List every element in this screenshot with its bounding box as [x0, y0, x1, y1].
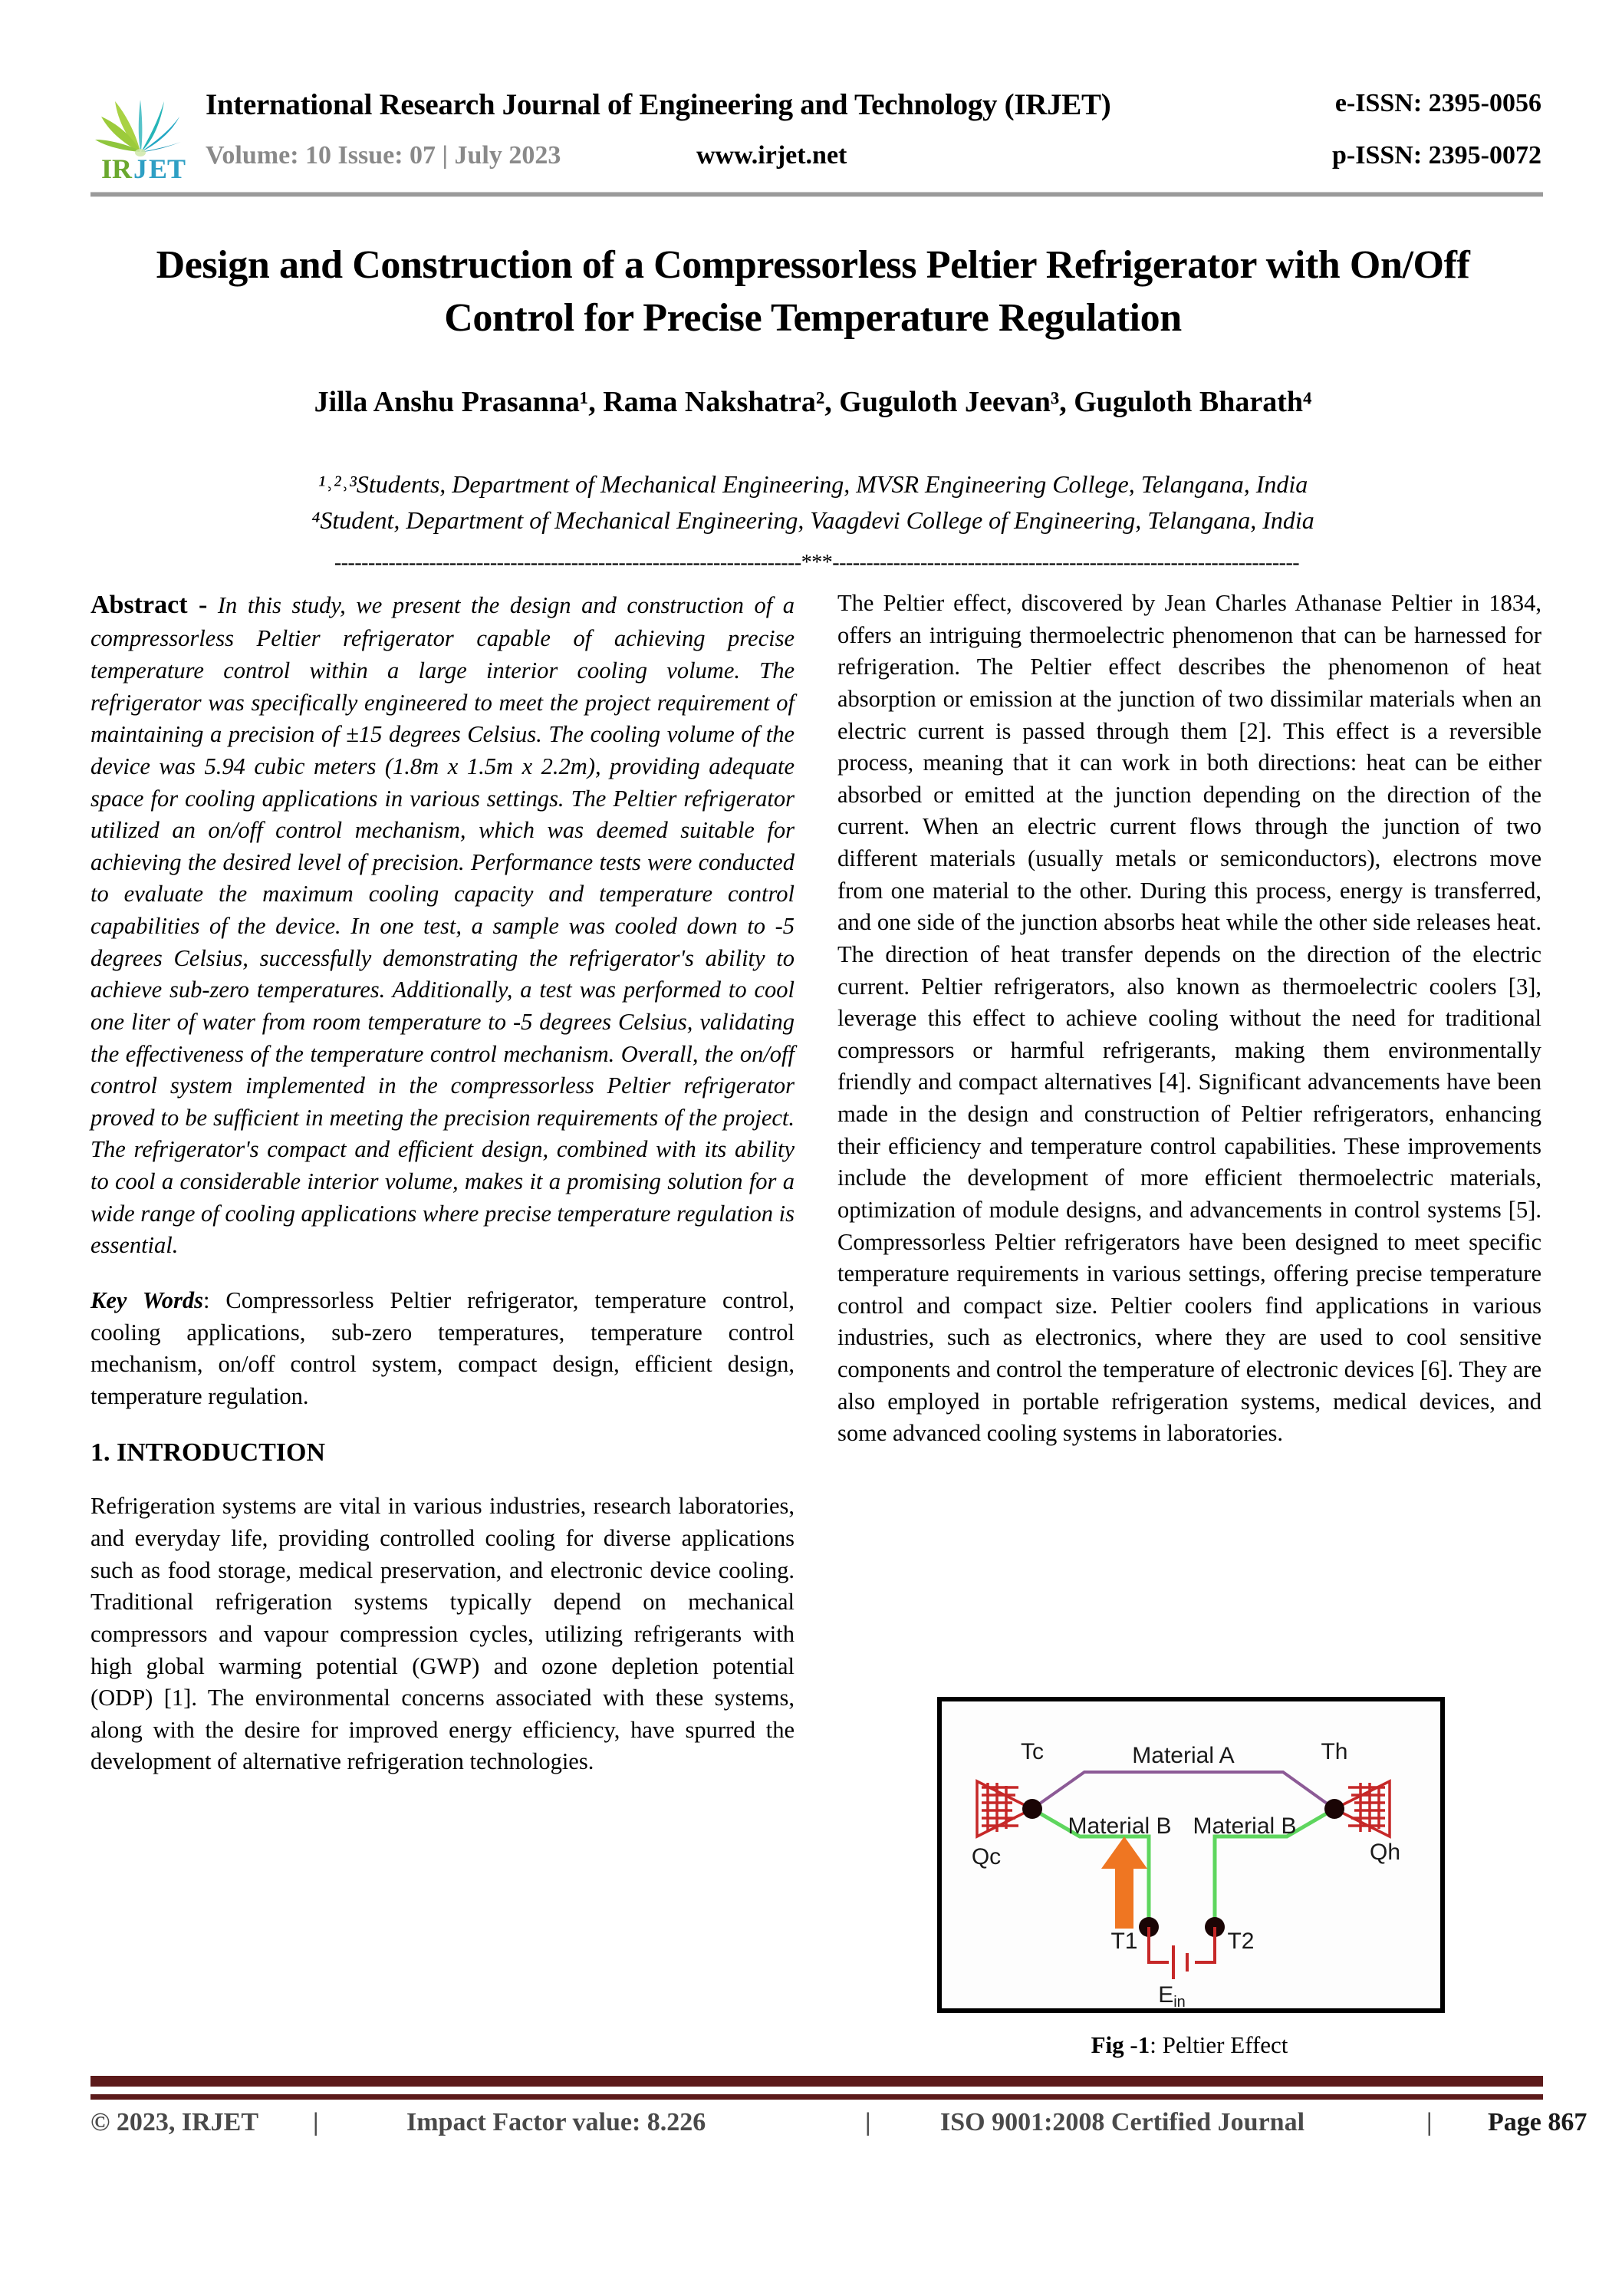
peltier-effect-paragraph: The Peltier effect, discovered by Jean Charles Athanase Peltier in 1834, offers an intriguing thermoelectric phenomenon that can be harnessed for refrigeration. The Peltier effect describes the phenomenon of heat absorption or emission at the junction of two dissimilar materials when an electric current is passed through them [2]. This effect is a reversible process, meaning that it can work in both directions: heat can be either absorbed or emitted at the junction depending on the direction of the current. When an electric current flows through the junction of two different materials (usually metals or semiconductors), electrons move from one material to the other. During this process, energy is transferred, and one side of the junction absorbs heat while the other side releases heat. The direction of heat transfer depends on the direction of the electric current. Peltier refrigerators, also known as thermoelectric coolers [3], leverage this effect to achieve cooling without the need for traditional compressors or harmful refrigerants, making them environmentally friendly and compact alternatives [4]. Significant advancements have been made in the design and construction of Peltier refrigerators, enhancing their efficiency and temperature control capabilities. These improvements include the development of more efficient thermoelectric materials, optimization of module designs, and advancements in control systems [5]. Compressorless Peltier refrigerators have been designed to meet specific temperature requirements in various settings, offering precise temperature control and compact size. Peltier coolers find applications in various industries, such as electronics, where they are used to cool sensitive components and control the temperature of electronic devices [6]. They are also employed in portable refrigeration systems, medical devices, and some advanced cooling systems in laboratories.	[837, 590, 1541, 1447]
abstract-label: Abstract -	[90, 591, 208, 619]
volume-issue-date: Volume: 10 Issue: 07 | July 2023	[206, 141, 561, 170]
svg-text:E: E	[149, 153, 168, 184]
keywords-label: Key Words	[90, 1286, 203, 1313]
header-row-secondary	[206, 141, 1541, 181]
svg-text:R: R	[112, 153, 132, 184]
page-footer	[90, 2108, 1587, 2154]
affiliation-item: ¹˒²˒³Students, Department of Mechanical Engineering, MVSR Engineering College, Telangana, India	[317, 470, 1308, 498]
page-header	[92, 74, 1541, 189]
header-text-block	[206, 74, 1541, 189]
label-ein: $E_{in}$	[1158, 1982, 1186, 2008]
footer-page-number: Page 867	[1488, 2108, 1587, 2136]
abstract-text: In this study, we present the design and construction of a compressorless Peltier refrigerator capable of achieving precise temperature control within a large interior cooling volume. The refrigerator was specifically engineered to meet the project requirement of maintaining a precision of ±15 degrees Celsius. The cooling volume of the device was 5.94 cubic meters (1.8m x 1.5m x 2.2m), providing adequate space for cooling applications in various settings. The Peltier refrigerator utilized an on/off control mechanism, which was deemed suitable for achieving the desired level of precision. Performance tests were conducted to evaluate the maximum cooling capacity and temperature control capabilities of the device. In one test, a sample was cooled down to -5 degrees Celsius, successfully demonstrating the refrigerator's ability to achieve sub-zero temperatures. Additionally, a test was performed to cool one liter of water from room temperature to -5 degrees Celsius, validating the effectiveness of the temperature control mechanism. Overall, the on/off control system implemented in the compressorless Peltier refrigerator proved to be sufficient in meeting the precision requirements of the project. The refrigerator's compact and efficient design, combined with its ability to cool a considerable interior volume, makes it a promising solution for a wide range of cooling applications where precise temperature regulation is essential.	[90, 592, 795, 1259]
battery-symbol-icon	[1173, 1945, 1187, 1979]
junction-dot-cold	[1022, 1799, 1042, 1819]
label-qc: Qc	[971, 1844, 1002, 1869]
footer-impact-factor: Impact Factor value: 8.226	[406, 2108, 706, 2136]
label-material-b-left: Material B	[1068, 1813, 1172, 1839]
footer-separator: |	[313, 2108, 319, 2136]
svg-text:J: J	[133, 153, 147, 184]
header-row-primary	[206, 87, 1541, 130]
page-title: Design and Construction of a Compressorless Peltier Refrigerator with On/Off Control for Precise Temperature Regulation	[156, 243, 1470, 340]
material-a-path	[1032, 1772, 1334, 1809]
footer-copyright: © 2023, IRJET	[90, 2108, 259, 2136]
figure-caption	[837, 2031, 1541, 2059]
footer-divider-top	[90, 2076, 1543, 2087]
left-column	[90, 588, 795, 1778]
footer-separator: |	[1426, 2108, 1433, 2136]
peltier-effect-figure	[937, 1697, 1445, 2013]
keywords-text: : Compressorless Peltier refrigerator, temperature control, cooling applications, sub-zero temperatures, temperature control mechanism, on/off control system, compact design, efficient design, temperature regulation.	[90, 1286, 795, 1409]
section-separator: ---------------------------------------------------------------------***---------------------------------------------------------------------	[334, 551, 1300, 575]
label-t2: T2	[1227, 1929, 1255, 1954]
p-issn: p-ISSN: 2395-0072	[1332, 141, 1541, 170]
header-divider	[90, 192, 1543, 197]
footer-divider-bottom	[90, 2094, 1543, 2100]
current-direction-arrow	[1101, 1836, 1147, 1929]
label-material-a: Material A	[1132, 1743, 1235, 1768]
affiliation-list	[92, 466, 1534, 539]
junction-dot-hot	[1324, 1799, 1344, 1819]
footer-iso-cert: ISO 9001:2008 Certified Journal	[940, 2108, 1305, 2136]
svg-text:T: T	[167, 153, 186, 184]
label-t1: T1	[1110, 1929, 1138, 1954]
svg-text:I: I	[101, 153, 113, 184]
figure-caption-text: : Peltier Effect	[1150, 2031, 1288, 2058]
author-list	[92, 384, 1534, 421]
journal-website-link[interactable]: www.irjet.net	[696, 141, 847, 170]
keywords-paragraph	[90, 1285, 795, 1413]
figure-caption-label: Fig -1	[1091, 2031, 1150, 2058]
label-th: Th	[1321, 1739, 1348, 1764]
footer-separator: |	[865, 2108, 871, 2136]
irjet-logo	[92, 84, 190, 186]
battery-circuit	[1149, 1927, 1215, 1962]
affiliation-item: ⁴Student, Department of Mechanical Engineering, Vaagdevi College of Engineering, Telangana, India	[311, 506, 1314, 535]
journal-title: International Research Journal of Engineering and Technology (IRJET)	[206, 88, 1111, 121]
label-tc: Tc	[1021, 1739, 1044, 1764]
label-material-b-right: Material B	[1193, 1813, 1297, 1839]
abstract-paragraph	[90, 588, 795, 1262]
introduction-paragraph: Refrigeration systems are vital in various industries, research laboratories, and everyday life, providing controlled cooling for diverse applications such as food storage, medical preservation, and electronic device cooling. Traditional refrigeration systems typically depend on mechanical compressors and vapour compression cycles, utilizing refrigerants with high global warming potential (GWP) and ozone depletion potential (ODP) [1]. The environmental concerns associated with these systems, along with the desire for improved energy efficiency, have spurred the development of alternative refrigeration technologies.	[90, 1493, 795, 1775]
e-issn: e-ISSN: 2395-0056	[1334, 89, 1541, 117]
peltier-effect-diagram	[942, 1701, 1440, 2008]
introduction-heading: 1. INTRODUCTION	[90, 1438, 326, 1468]
label-qh: Qh	[1369, 1840, 1401, 1865]
right-column	[837, 588, 1541, 1450]
author-names: Jilla Anshu Prasanna¹, Rama Nakshatra², Guguloth Jeevan³, Guguloth Bharath⁴	[314, 386, 1312, 418]
